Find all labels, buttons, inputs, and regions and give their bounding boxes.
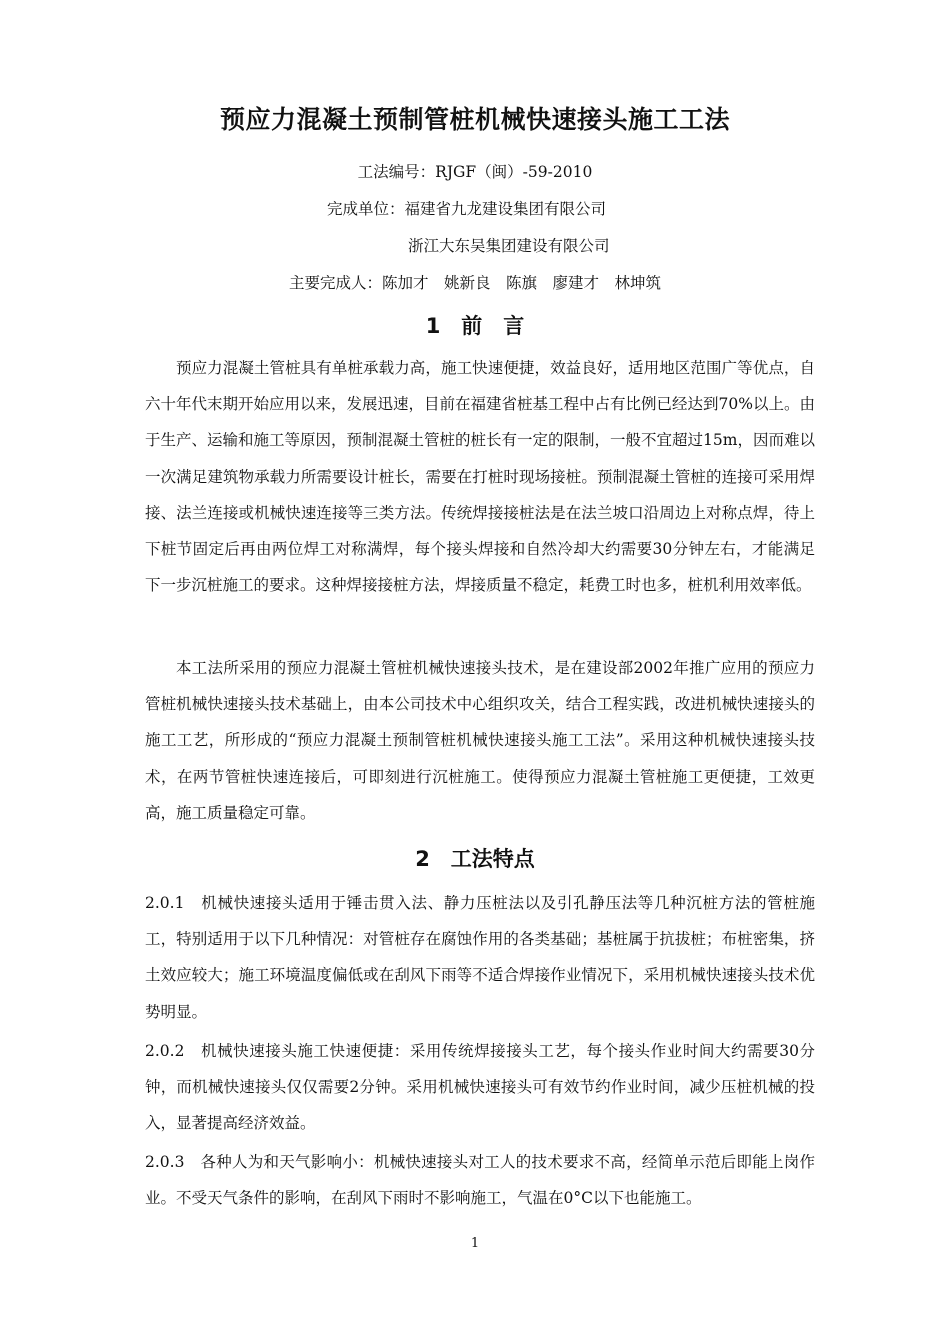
- preface-paragraph-1: 预应力混凝土管桩具有单桩承载力高，施工快速便捷，效益良好，适用地区范围广等优点，自六十年代末期开始应用以来，发展迅速，目前在福建省桩基工程中占有比例已经达到70%以上。由于生产、运输和施工等原因，预制混凝土管桩的桩长有一定的限制，一般不宜超过15m，因而难以一次满足建筑物承载力所需要设计桩长，需要在打桩时现场接桩。预制混凝土管桩的连接可采用焊接、法兰连接或机械快速连接等三类方法。传统焊接接桩法是在法兰坡口沿周边上对称点焊，待上下桩节固定后再由两位焊工对称满焊，每个接头焊接和自然冷却大约需要30分钟左右，才能满足下一步沉桩施工的要求。这种焊接接桩方法，焊接质量不稳定，耗费工时也多，桩机利用效率低。: [145, 359, 815, 595]
- feature-paragraph-2-0-3: 2.0.3 各种人为和天气影响小：机械快速接头对工人的技术要求不高，经简单示范后即能上岗作业。不受天气条件的影响，在刮风下雨时不影响施工，气温在0°C以下也能施工。: [145, 1153, 815, 1208]
- document-title: 预应力混凝土预制管桩机械快速接头施工工法: [219, 105, 730, 134]
- feature-paragraph-2-0-1: 2.0.1 机械快速接头适用于锤击贯入法、静力压桩法以及引孔静压法等几种沉桩方法的管桩施工，特别适用于以下几种情况：对管桩存在腐蚀作用的各类基础；基桩属于抗拔桩；布桩密集，挤土效应较大；施工环境温度偏低或在刮风下雨等不适合焊接作业情况下，采用机械快速接头技术优势明显。: [145, 894, 815, 1021]
- section-heading-features: 2 工法特点: [415, 847, 535, 871]
- feature-paragraph-2-0-2: 2.0.2 机械快速接头施工快速便捷：采用传统焊接接头工艺，每个接头作业时间大约需要30分钟，而机械快速接头仅仅需要2分钟。采用机械快速接头可有效节约作业时间，减少压桩机械的投入，显著提高经济效益。: [145, 1042, 815, 1133]
- completion-unit-2: 浙江大东吴集团建设有限公司: [408, 237, 610, 255]
- preface-paragraph-2: 本工法所采用的预应力混凝土管桩机械快速接头技术，是在建设部2002年推广应用的预应力管桩机械快速接头技术基础上，由本公司技术中心组织攻关，结合工程实践，改进机械快速接头的施工工艺，所形成的“预应力混凝土预制管桩机械快速接头施工工法”。采用这种机械快速接头技术，在两节管桩快速连接后，可即刻进行沉桩施工。使得预应力混凝土管桩施工更便捷，工效更高，施工质量稳定可靠。: [145, 659, 815, 822]
- section-heading-preface: 1 前 言: [425, 314, 525, 338]
- method-code: 工法编号：RJGF（闽）-59-2010: [357, 163, 593, 181]
- completion-unit-1: 完成单位：福建省九龙建设集团有限公司: [327, 200, 607, 218]
- main-authors: 主要完成人：陈加才 姚新良 陈旗 廖建才 林坤筑: [288, 274, 661, 292]
- page-number: 1: [470, 1236, 480, 1251]
